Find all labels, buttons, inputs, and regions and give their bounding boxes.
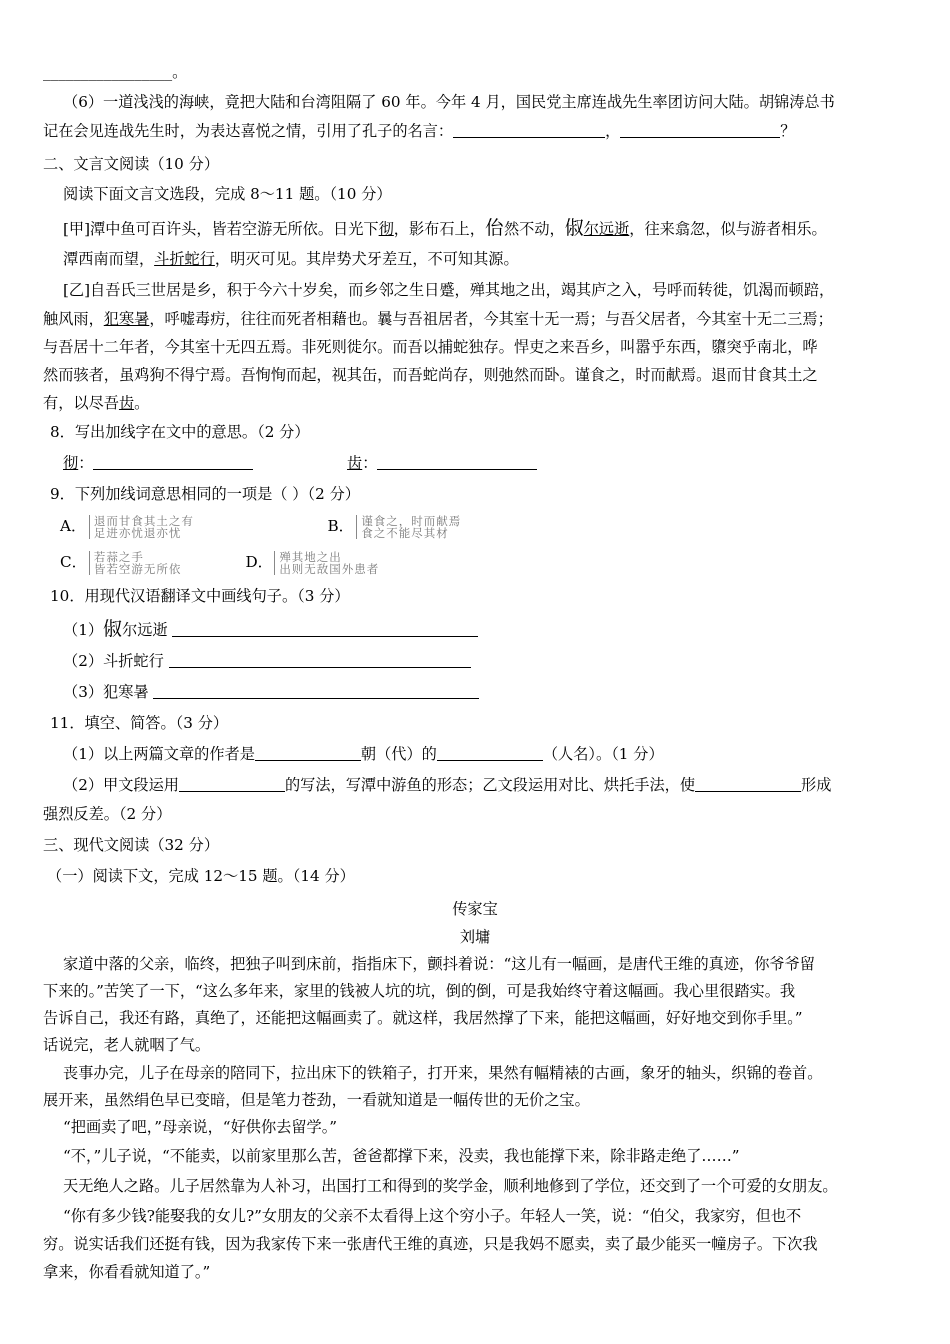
item-text: （3）犯寒暑 <box>63 683 149 701</box>
paragraph-2-line2: 展开来，虽然绢色早已变暗，但是笔力苍劲，一看就知道是一幅传世的无价之宝。 <box>43 1091 590 1109</box>
text: （人名）。（1 分） <box>542 745 664 763</box>
paragraph-1-line2: 下来的。”苦笑了一下，“这么多年来，家里的钱被人坑的坑，倒的倒，可是我始终守着这幅画。我心里很踏实。我 <box>43 982 796 1000</box>
section-3-heading: 三、现代文阅读（32 分） <box>43 836 220 854</box>
text: 朝（代）的 <box>360 745 437 763</box>
question-9-options-row2 <box>60 548 910 577</box>
text: ，明灭可见。其岸势犬牙差互，不可知其源。 <box>214 250 519 268</box>
section-3-sub: （一）阅读下文，完成 12～15 题。（14 分） <box>47 867 355 885</box>
passage-yi-line2 <box>43 305 910 334</box>
paragraph-6-line2: 穷。说实话我们还挺有钱，因为我家传下来一张唐代王维的真迹，只是我妈不愿卖，卖了最少能买一幢房子。下次我 <box>43 1235 818 1253</box>
answer-blank-technique[interactable] <box>179 774 285 792</box>
question-6-prompt: 记在会见连战先生时，为表达喜悦之情，引用了孔子的名言： <box>43 122 454 140</box>
text: ，影布石上， <box>393 220 485 238</box>
text: （1）以上两篇文章的作者是 <box>63 745 255 763</box>
paragraph-1-line1: 家道中落的父亲，临终，把独子叫到床前，指指床下，颤抖着说：“这儿有一幅画，是唐代王维的真迹，你爷爷留 <box>63 955 815 973</box>
separator-comma: ， <box>605 122 621 140</box>
option-b-line1: 谨食之，时而献焉 <box>361 514 462 528</box>
text: 然不动， <box>503 220 565 238</box>
option-c-line2: 皆若空游无所依 <box>93 562 182 576</box>
text: 形成 <box>801 776 832 794</box>
paragraph-6-line1: “你有多少钱?能娶我的女儿?”女朋友的父亲不太看得上这个穷小子。年轻人一笑，说：“伯父，我家穷，但也不 <box>63 1207 802 1225</box>
item-text: （2）斗折蛇行 <box>63 652 164 670</box>
passage-jia-line2 <box>63 245 910 274</box>
option-c-label[interactable]: C． <box>60 553 87 571</box>
underlined-word-che: 彻 <box>378 220 394 238</box>
question-8-answers <box>63 449 910 478</box>
word-chi: 齿 <box>347 454 363 472</box>
text: 的写法，写潭中游鱼的形态；乙文段运用对比、烘托手法，使 <box>284 776 696 794</box>
text: ，呼嘘毒疠，往往而死者相藉也。曩与吾祖居者，今其室十无一焉；与吾父居者，今其室十无二三焉； <box>149 310 833 328</box>
answer-blank-6b[interactable] <box>620 120 780 138</box>
answer-blank-dynasty[interactable] <box>255 743 361 761</box>
word-che: 彻 <box>63 454 79 472</box>
question-11: 11．填空、简答。（3 分） <box>50 714 229 732</box>
underlined-word-chi: 齿 <box>118 394 135 412</box>
passage-yi-line3: 与吾居十二年者，今其室十无四五焉。非死则徙尔。而吾以捕蛇独存。悍吏之来吾乡，叫嚣乎东西，隳突乎南北，哗 <box>43 338 818 356</box>
item-number: （1） <box>63 621 104 639</box>
question-11-item2-cont: 强烈反差。（2 分） <box>43 805 172 823</box>
char-chu: 俶 <box>103 618 123 640</box>
text: 有，以尽吾 <box>43 394 119 412</box>
fill-line-top: _________________。 <box>43 63 188 81</box>
passage-yi-line1: [乙]自吾氏三世居是乡，积于今六十岁矣，而乡邻之生日蹙，殚其地之出，竭其庐之入，号呼而转徙，饥渴而顿踣， <box>63 281 835 299</box>
section-2-intro: 阅读下面文言文选段，完成 8～11 题。（10 分） <box>63 185 392 203</box>
question-mark: ？ <box>780 122 796 140</box>
option-b-line2: 食之不能尽其材 <box>361 526 449 540</box>
question-10-item2 <box>63 647 910 676</box>
paragraph-5: 天无绝人之路。儿子居然靠为人补习，出国打工和得到的奖学金，顺利地修到了学位，还交到了一个可爱的女朋友。 <box>63 1177 838 1195</box>
item-text: 尔远逝 <box>122 621 168 639</box>
question-10: 10．用现代汉语翻译文中画线句子。（3 分） <box>50 587 350 605</box>
option-d-line1: 殚其地之出 <box>279 550 342 564</box>
option-a-line2: 足进亦忧退亦忧 <box>93 526 182 540</box>
option-c-image[interactable] <box>89 551 234 575</box>
question-10-item1 <box>63 615 910 645</box>
question-11-item1 <box>63 740 910 769</box>
story-title: 传家宝 <box>452 900 498 918</box>
text: 触风雨， <box>43 310 104 328</box>
answer-blank-10-1[interactable] <box>172 619 478 637</box>
text: （2）甲文段运用 <box>63 776 179 794</box>
answer-blank-10-3[interactable] <box>153 681 479 699</box>
option-d-line2: 出则无敌国外患者 <box>279 562 380 576</box>
paragraph-2-line1: 丧事办完，儿子在母亲的陪同下，拉出床下的铁箱子，打开来，果然有幅精裱的古画，象牙的轴头，织锦的卷首。 <box>63 1064 823 1082</box>
question-8: 8．写出加线字在文中的意思。（2 分） <box>50 423 310 441</box>
colon: ： <box>78 454 94 472</box>
question-10-item3 <box>63 678 910 707</box>
text: 潭西南而望， <box>63 250 155 268</box>
text: 。 <box>134 394 150 412</box>
option-a-label[interactable]: A． <box>60 517 87 535</box>
option-a-image[interactable] <box>89 515 304 539</box>
answer-blank-contrast[interactable] <box>695 774 801 792</box>
paragraph-3: “把画卖了吧，”母亲说，“好供你去留学。” <box>63 1118 338 1136</box>
paragraph-1-line4: 话说完，老人就咽了气。 <box>43 1036 211 1054</box>
paragraph-1-line3: 告诉自己，我还有路，真绝了，还能把这幅画卖了。就这样，我居然撑了下来，能把这幅画，好好地交到你手里。” <box>43 1009 803 1027</box>
option-d-image[interactable] <box>274 551 429 575</box>
passage-yi-line4: 然而骇者，虽鸡狗不得宁焉。吾恂恂而起，视其缶，而吾蛇尚存，则弛然而卧。谨食之，时而献焉。退而甘食其土之 <box>43 366 818 384</box>
question-9-options-row1 <box>60 512 910 541</box>
answer-blank-10-2[interactable] <box>169 650 471 668</box>
answer-blank-che[interactable] <box>93 452 253 470</box>
char-yi: 佁 <box>484 217 504 239</box>
story-author: 刘墉 <box>459 928 491 946</box>
text: [甲]潭中鱼可百许头，皆若空游无所依。日光下 <box>63 220 379 238</box>
question-6-line2 <box>43 117 910 146</box>
paragraph-4: “不，”儿子说，“不能卖，以前家里那么苦，爸爸都撑下来，没卖，我也能撑下来，除非路走绝了……” <box>63 1147 740 1165</box>
paragraph-6-line3: 拿来，你看看就知道了。” <box>43 1263 211 1281</box>
section-2-heading: 二、文言文阅读（10 分） <box>43 155 220 173</box>
char-chu: 俶 <box>564 217 584 239</box>
question-11-item2 <box>63 771 910 800</box>
answer-blank-6a[interactable] <box>453 120 605 138</box>
underlined-phrase: 犯寒暑 <box>103 310 150 328</box>
option-d-label[interactable]: D． <box>245 553 273 571</box>
colon: ： <box>362 454 378 472</box>
passage-jia-line1 <box>63 214 910 244</box>
underlined-phrase: 斗折蛇行 <box>154 250 215 268</box>
option-c-line1: 若蒜之手 <box>93 550 144 564</box>
passage-yi-line5 <box>43 389 910 418</box>
text: ，往来翕忽，似与游者相乐。 <box>629 220 827 238</box>
answer-blank-author[interactable] <box>437 743 543 761</box>
answer-blank-chi[interactable] <box>377 452 537 470</box>
question-6-line1: （6）一道浅浅的海峡，竟把大陆和台湾阻隔了 60 年。今年 4 月，国民党主席连战先生率团访问大陆。胡锦涛总书 <box>63 93 835 111</box>
underlined-phrase: 尔远逝 <box>583 220 630 238</box>
question-9: 9．下列加线词意思相同的一项是（ ）（2 分） <box>50 485 360 503</box>
option-a-line1: 退而甘食其土之有 <box>93 514 194 528</box>
option-b-label[interactable]: B． <box>327 517 354 535</box>
option-b-image[interactable] <box>356 515 591 539</box>
